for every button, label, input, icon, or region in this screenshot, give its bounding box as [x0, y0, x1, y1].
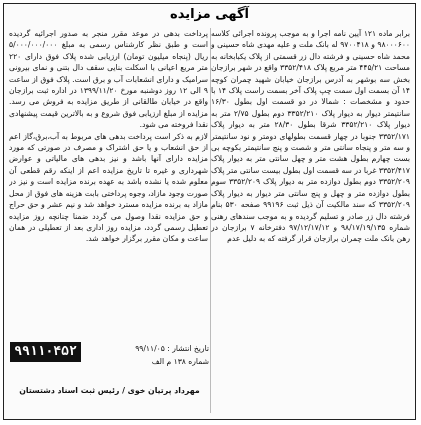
notice-column-right — [211, 28, 410, 416]
notice-title: آگهی مزایده — [170, 7, 249, 22]
column-divider — [210, 28, 211, 413]
auction-notice — [3, 3, 416, 420]
notice-paragraph: لازم به ذکر است پرداخت بدهی های مربوط به آب،برق،گاز اعم از حق انشعاب و یا حق اشتراک و مصرف در صورتی که مورد مزایده دارای آنها باشد و نیز بدهی های مالیاتی و عوارض شهرداری و غیره تا تاریخ مزایده اعم از اینکه رقم قطعی آن معلوم شده یا نشده باشد به عهده برنده مزایده است و نیز در صورت وجود مازاد، وجوه پرداختی بابت هزینه های فوق از محل مازاد به برنده مزایده مسترد خواهد شد و نیم عشر و حق حراج و حق مزایده نقدا وصول می گردد ضمنا چنانچه روز مزایده تعطیل رسمی گردد، مزایده روز اداری بعد از تعطیلی در همان ساعت و مکان مقرر برگزار خواهد شد. — [9, 131, 208, 244]
signature-line: مهرداد پرتیان خوی / رئیس ثبت اسناد دشتستان — [19, 386, 200, 395]
notice-column-left — [9, 28, 208, 342]
publication-date: تاریخ انتشار : ۹۹/۱۱/۰۵ — [135, 344, 209, 353]
notice-code-box: ۹۹۱۱۰۴۵۲ — [10, 342, 81, 362]
notice-paragraph: پرداخت بدهی در موعد مقرر منجر به صدور اجرائیه گردیده است و طبق نظر کارشناس رسمی به مبلغ ۵/۰۰۰/۰۰۰/۰۰۰ ریال (پنجاه میلیون تومان) ارزیابی شده پلاک فوق دارای ۲۲۰ متر مربع اعیانی با اسکلت بنایی سقف دال بتنی و نمای بیرونی سرامیک و دارای انشعابات آب و برق است. پلاک فوق از ساعت ۹ الی ۱۲ روز دوشنبه مورخ ۱۳۹۹/۱۱/۲۰ در اداره ثبت برازجان واقع در خیابان طالقانی از طریق مزایده به فروش می رسد. مزایده از مبلغ ارزیابی فوق شروع و به بالاترین قیمت پیشنهادی نقدا فروخته می شود. — [9, 29, 208, 130]
letter-number: شماره ۱۳۸ م الف — [151, 357, 209, 366]
notice-paragraph: برابر ماده ۱۲۱ آیین نامه اجرا و به موجب پرونده اجرائی کلاسه ۹۸۰۰۰۶۰۰ و ۹۷۰۰۴۱۸ له بانک ملت و علیه مهدی شاه حسینی و محمد شاه حسینی و فرشته دال زر قسمتی از پلاک یکبابخانه به مساحت ۴۴۵/۲۱ متر مربع پلاک ۳۳۵۲/۴۱۸ واقع در شهر برازجان بخش سه بوشهر به آدرس برازجان خیابان شهید چمران کوچه ۱۴ آن بسمت اول سمت چپ پلاک آخر بسمت راست پلاک ۱۴ با حدود و مشخصات : شمالا در دو قسمت اول بطول ۱۶/۳۰ سانتیمتر دیوار به دیوار پلاک ۳۳۵۲/۲۱۰ دوم بطول ۲/۷۵ متر به دیوار پلاک ۳۳۵۲/۲۱۰ شرقا بطول ۲۸/۳۰ متر به دیوار پلاک ۳۳۵۲/۱۷۱ جنوبا در چهار قسمت بطولهای دومتر و نود سانتیمتر و سه متر و پنجاه سانتی متر و شصت و پنج سانتیمتر بکوچه بی بست چهارم بطول هشت متر و چهل سانتی متر به دیوار پلاک ۳۳۵۲/۴۱۷ غربا در سه قسمت اول بطول بیست سانتی متر پلاک ۳۳۵۲/۲۰۹ دوم بطول دوازده متر به دیوار پلاک ۳۳۵۲/۲۰۹ سوم بطول دوازده متر و چهل و پنج سانتی متر دیوار به دیوار پلاک ۳۳۵۲/۲۰۹ که سند مالکیت آن ذیل ثبت ۹۹۱۹۶ صفحه ۵۳۰ بنام فرشته دال زر صادر و تسلیم گردیده و به موجب سندهای رهنی شماره ۹۸/۱۷/۱۹/۱۳۵ و ۹۷/۱۲/۱۷/۱۲ دفترخانه ۷ برازجان در رهن بانک ملت چمران برازجان قرار گرفته که به دلیل عدم — [211, 29, 410, 244]
